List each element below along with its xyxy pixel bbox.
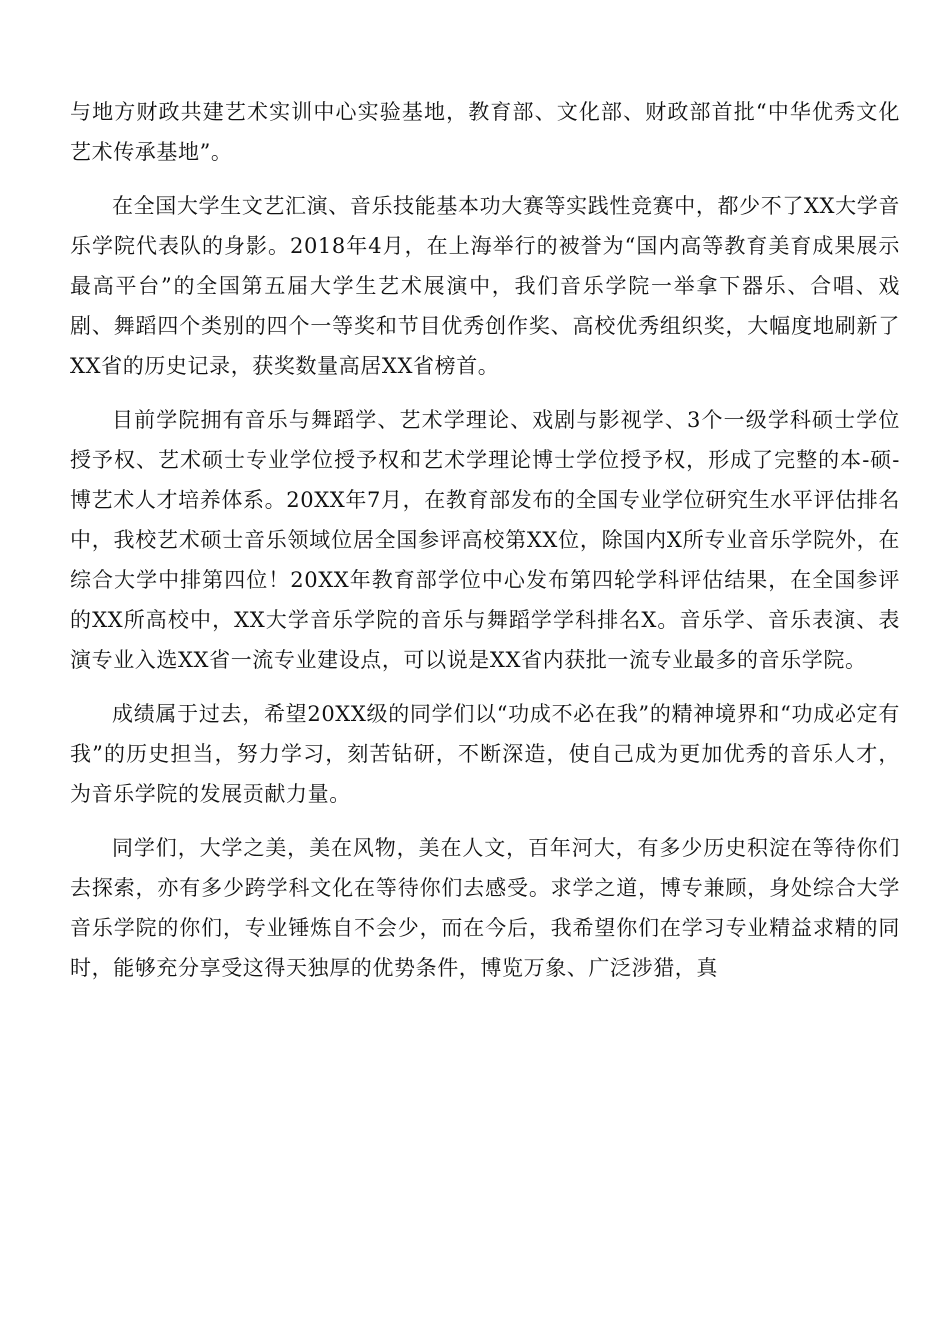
paragraph-2: 在全国大学生文艺汇演、音乐技能基本功大赛等实践性竞赛中，都少不了XX大学音乐学院代表队的身影。2018年4月，在上海举行的被誉为“国内高等教育美育成果展示最高平台”的全国第五届大学生艺术展演中，我们音乐学院一举拿下器乐、合唱、戏剧、舞蹈四个类别的四个一等奖和节目优秀创作奖、高校优秀组织奖，大幅度地刷新了XX省的历史记录，获奖数量高居XX省榜首。 [70,194,900,378]
paragraph-3: 目前学院拥有音乐与舞蹈学、艺术学理论、戏剧与影视学、3个一级学科硕士学位授予权、艺术硕士专业学位授予权和艺术学理论博士学位授予权，形成了完整的本-硕-博艺术人才培养体系。20XX年7月，在教育部发布的全国专业学位研究生水平评估排名中，我校艺术硕士音乐领域位居全国参评高校第XX位，除国内X所专业音乐学院外，在综合大学中排第四位！20XX年教育部学位中心发布第四轮学科评估结果，在全国参评的XX所高校中，XX大学音乐学院的音乐与舞蹈学学科排名X。音乐学、音乐表演、表演专业入选XX省一流专业建设点，可以说是XX省内获批一流专业最多的音乐学院。 [70,408,900,672]
paragraph-4: 成绩属于过去，希望20XX级的同学们以“功成不必在我”的精神境界和“功成必定有我”的历史担当，努力学习，刻苦钻研，不断深造，使自己成为更加优秀的音乐人才，为音乐学院的发展贡献力量。 [70,702,900,806]
paragraph-1: 与地方财政共建艺术实训中心实验基地，教育部、文化部、财政部首批“中华优秀文化艺术传承基地”。 [70,100,900,164]
document-body [70,92,900,988]
paragraph-5: 同学们，大学之美，美在风物，美在人文，百年河大，有多少历史积淀在等待你们去探索，亦有多少跨学科文化在等待你们去感受。求学之道，博专兼顾，身处综合大学音乐学院的你们，专业锤炼自不会少，而在今后，我希望你们在学习专业精益求精的同时，能够充分享受这得天独厚的优势条件，博览万象、广泛涉猎，真 [70,836,900,980]
